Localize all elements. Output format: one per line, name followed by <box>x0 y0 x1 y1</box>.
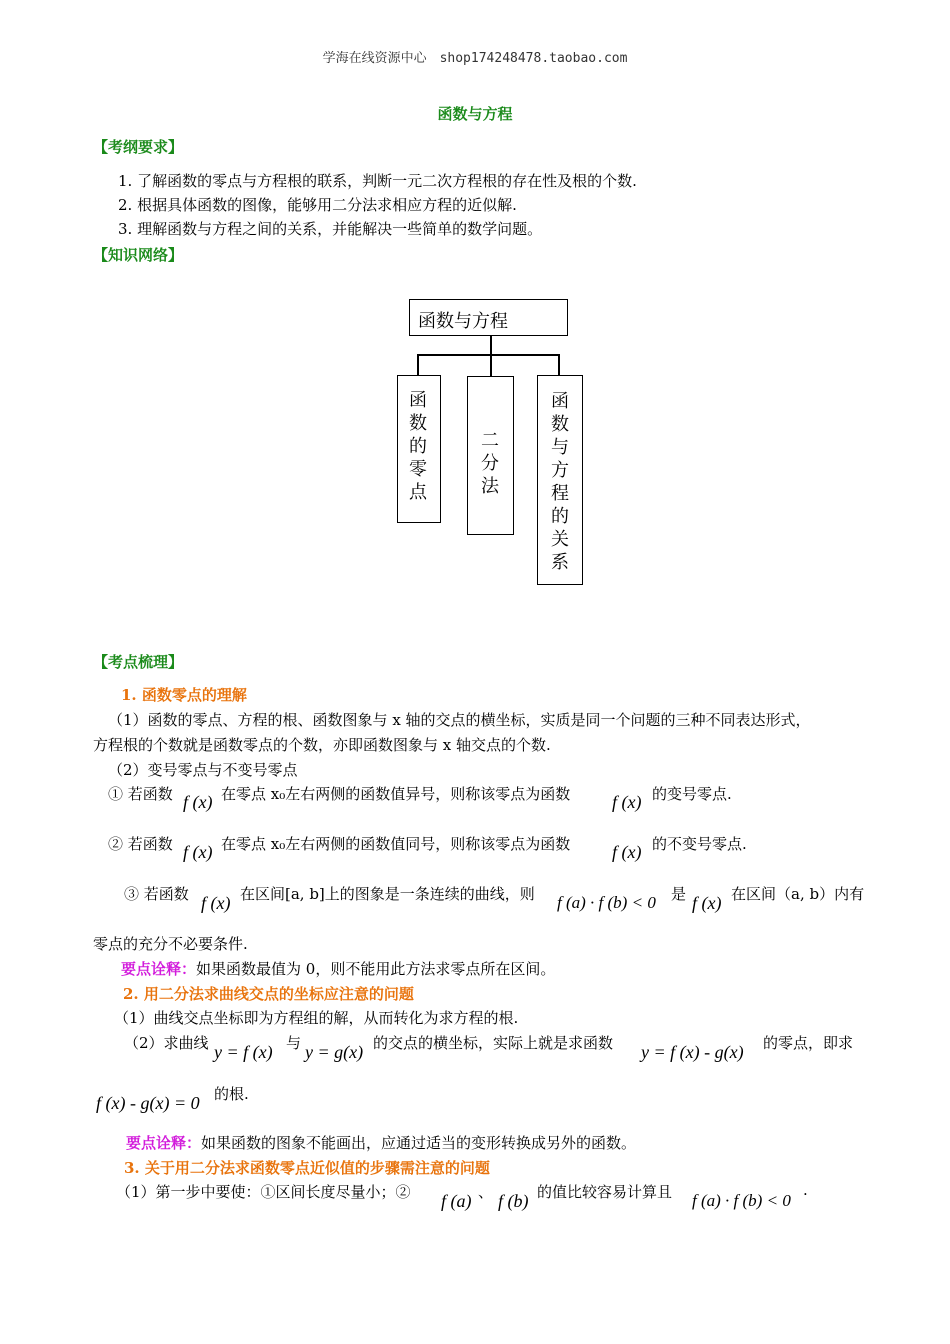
point3-para1-a: （1）第一步中要使：①区间长度尽量小；② <box>116 1183 411 1201</box>
point1-case1-c: 的变号零点. <box>652 785 732 803</box>
math-fx: f (x) <box>612 792 642 812</box>
point2-para1: （1）曲线交点坐标即为方程组的解，从而转化为求方程的根. <box>114 1009 519 1027</box>
point1-case3-a: ③ 若函数 <box>124 885 189 903</box>
note-label: 要点诠释： <box>121 960 197 978</box>
point1-heading: 1. 函数零点的理解 <box>121 686 247 704</box>
point3-para1-b: 、 <box>478 1183 494 1201</box>
math-fx-gx-eq-0: f (x) - g(x) = 0 <box>96 1093 200 1113</box>
point1-case3-b: 在区间[a, b]上的图象是一条连续的曲线，则 <box>240 885 535 903</box>
point3-para1-c: 的值比较容易计算且 <box>537 1183 673 1201</box>
diagram-root-box <box>409 299 568 336</box>
requirement-3: 3. 理解函数与方程之间的关系，并能解决一些简单的数学问题。 <box>118 220 543 238</box>
point2-para2-c: 的交点的横坐标，实际上就是求函数 <box>373 1034 614 1052</box>
math-fb: f (b) <box>498 1191 529 1211</box>
point2-heading: 2. 用二分法求曲线交点的坐标应注意的问题 <box>123 985 414 1003</box>
point2-para2-b: 与 <box>286 1034 302 1052</box>
diagram-child-box <box>537 375 583 585</box>
point2-note <box>126 1132 636 1153</box>
math-y-fx-minus-gx: y = f (x) - g(x) <box>641 1042 744 1062</box>
point1-note <box>121 958 555 979</box>
diagram-child-box <box>397 375 441 523</box>
math-fx: f (x) <box>183 842 213 862</box>
math-y-fx: y = f (x) <box>214 1042 273 1062</box>
math-fx: f (x) <box>183 792 213 812</box>
point2-para2-a: （2）求曲线 <box>124 1034 209 1052</box>
point1-para2: （2）变号零点与不变号零点 <box>108 761 298 779</box>
math-fa-fb-lt-0: f (a) · f (b) < 0 <box>692 1191 791 1210</box>
diagram-root-label: 函数与方程 <box>418 311 508 332</box>
section-kaogang: 【考纲要求】 <box>93 138 184 156</box>
point1-case2-a: ② 若函数 <box>108 835 173 853</box>
page-header: 学海在线资源中心 shop174248478.taobao.com <box>322 51 628 66</box>
point1-case2-c: 的不变号零点. <box>652 835 747 853</box>
point3-heading: 3. 关于用二分法求函数零点近似值的步骤需注意的问题 <box>124 1159 490 1177</box>
requirement-2: 2. 根据具体函数的图像，能够用二分法求相应方程的近似解. <box>118 196 517 214</box>
diagram-child-label: 函数与方程的关系 <box>551 391 569 573</box>
diagram-connector <box>490 336 492 355</box>
point3-para1-d: . <box>803 1181 808 1199</box>
diagram-connector <box>417 354 419 375</box>
point1-case1-a: ① 若函数 <box>108 785 173 803</box>
section-zhishi: 【知识网络】 <box>93 246 184 264</box>
point2-para2-d: 的零点，即求 <box>763 1034 854 1052</box>
math-fa-fb-lt-0: f (a) · f (b) < 0 <box>557 893 656 912</box>
requirement-1: 1. 了解函数的零点与方程根的联系，判断一元二次方程根的存在性及根的个数. <box>118 172 637 190</box>
point1-para1-line1: （1）函数的零点、方程的根、函数图象与 x 轴的交点的横坐标，实质是同一个问题的三种不同表达形式， <box>108 711 811 729</box>
math-fx: f (x) <box>692 893 722 913</box>
point1-para1-line2: 方程根的个数就是函数零点的个数，亦即函数图象与 x 轴交点的个数. <box>93 736 551 754</box>
math-fx: f (x) <box>201 893 231 913</box>
math-fa: f (a) <box>441 1191 472 1211</box>
diagram-child-label: 二分法 <box>481 430 499 497</box>
diagram-connector <box>490 354 492 376</box>
math-y-gx: y = g(x) <box>305 1042 364 1062</box>
point1-case3-e: 零点的充分不必要条件. <box>93 935 248 953</box>
section-kaodian: 【考点梳理】 <box>93 653 184 671</box>
diagram-child-label: 函数的零点 <box>409 390 427 503</box>
point2-para2-e: 的根. <box>214 1085 249 1103</box>
point1-case2-b: 在零点 x₀左右两侧的函数值同号，则称该零点为函数 <box>221 835 571 853</box>
math-fx: f (x) <box>612 842 642 862</box>
page-title: 函数与方程 <box>437 105 513 123</box>
note-text: 如果函数的图象不能画出，应通过适当的变形转换成另外的函数。 <box>201 1134 637 1152</box>
note-text: 如果函数最值为 0，则不能用此方法求零点所在区间。 <box>196 960 556 978</box>
diagram-child-box <box>467 376 514 535</box>
point1-case3-c: 是 <box>671 885 687 903</box>
point1-case3-d: 在区间（a, b）内有 <box>731 885 865 903</box>
note-label: 要点诠释： <box>126 1134 202 1152</box>
diagram-connector <box>558 354 560 375</box>
point1-case1-b: 在零点 x₀左右两侧的函数值异号，则称该零点为函数 <box>221 785 571 803</box>
diagram-connector <box>417 354 559 356</box>
